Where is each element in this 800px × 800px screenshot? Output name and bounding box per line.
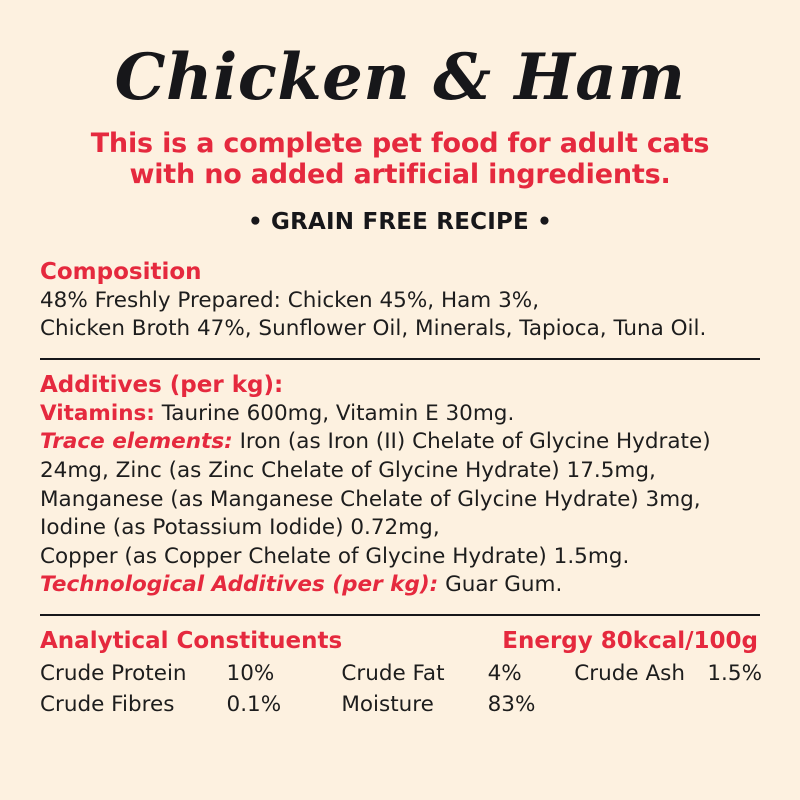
technological-additives-text: Guar Gum.	[438, 572, 563, 598]
vitamins-line	[40, 400, 762, 429]
analytical-constituents-section	[38, 628, 762, 720]
constituent-label: Crude Fat	[341, 660, 445, 686]
trace-elements-line-1	[40, 428, 762, 457]
vitamins-label: Vitamins:	[40, 400, 155, 426]
trace-elements-line-2: 24mg, Zinc (as Zinc Chelate of Glycine Hydrate) 17.5mg,	[40, 458, 656, 483]
grain-free-banner: • GRAIN FREE RECIPE •	[247, 208, 553, 235]
trace-elements-label: Trace elements:	[40, 429, 233, 455]
technological-additives-label: Technological Additives (per kg):	[40, 572, 439, 598]
constituent-label: Moisture	[341, 692, 434, 718]
composition-line-1: 48% Freshly Prepared: Chicken 45%, Ham 3%,	[40, 287, 540, 313]
trace-elements-line-4: Iodine (as Potassium Iodide) 0.72mg,	[40, 515, 440, 541]
composition-section	[38, 259, 762, 344]
constituent-value	[707, 689, 762, 720]
constituent-label	[574, 689, 707, 720]
constituent-label: Crude Fibres	[40, 692, 175, 718]
constituent-value: 4%	[487, 660, 522, 686]
constituent-value: 0.1%	[226, 692, 282, 718]
constituent-value: 83%	[487, 692, 536, 718]
analytical-header	[40, 628, 762, 654]
divider-1	[40, 358, 760, 360]
divider-2	[40, 614, 760, 616]
analytical-heading: Analytical Constituents	[40, 627, 343, 654]
constituent-label: Crude Protein	[40, 660, 187, 686]
constituent-label: Crude Ash	[574, 660, 685, 686]
table-row	[40, 689, 762, 720]
constituent-value: 1.5%	[707, 660, 762, 686]
subtitle-line-2: with no added artificial ingredients.	[129, 159, 671, 191]
table-row	[40, 658, 762, 689]
constituents-table	[40, 658, 762, 720]
constituent-value: 10%	[226, 660, 275, 686]
energy-value: Energy 80kcal/100g	[502, 627, 758, 654]
trace-elements-line-5: Copper (as Copper Chelate of Glycine Hydrate) 1.5mg.	[40, 543, 630, 569]
trace-elements-line-3: Manganese (as Manganese Chelate of Glycine Hydrate) 3mg,	[40, 486, 701, 512]
technological-additives-line	[40, 571, 762, 600]
composition-line-2: Chicken Broth 47%, Sunflower Oil, Minerals, Tapioca, Tuna Oil.	[40, 316, 707, 342]
composition-heading: Composition	[40, 258, 202, 285]
additives-section	[38, 372, 762, 600]
trace-elements-text-1: Iron (as Iron (II) Chelate of Glycine Hydrate)	[232, 429, 711, 455]
product-title: Chicken & Ham	[114, 40, 686, 115]
subtitle-line-1: This is a complete pet food for adult cats	[90, 128, 710, 159]
product-subtitle	[38, 128, 762, 191]
additives-heading: Additives (per kg):	[40, 371, 284, 398]
vitamins-text: Taurine 600mg, Vitamin E 30mg.	[154, 400, 515, 426]
